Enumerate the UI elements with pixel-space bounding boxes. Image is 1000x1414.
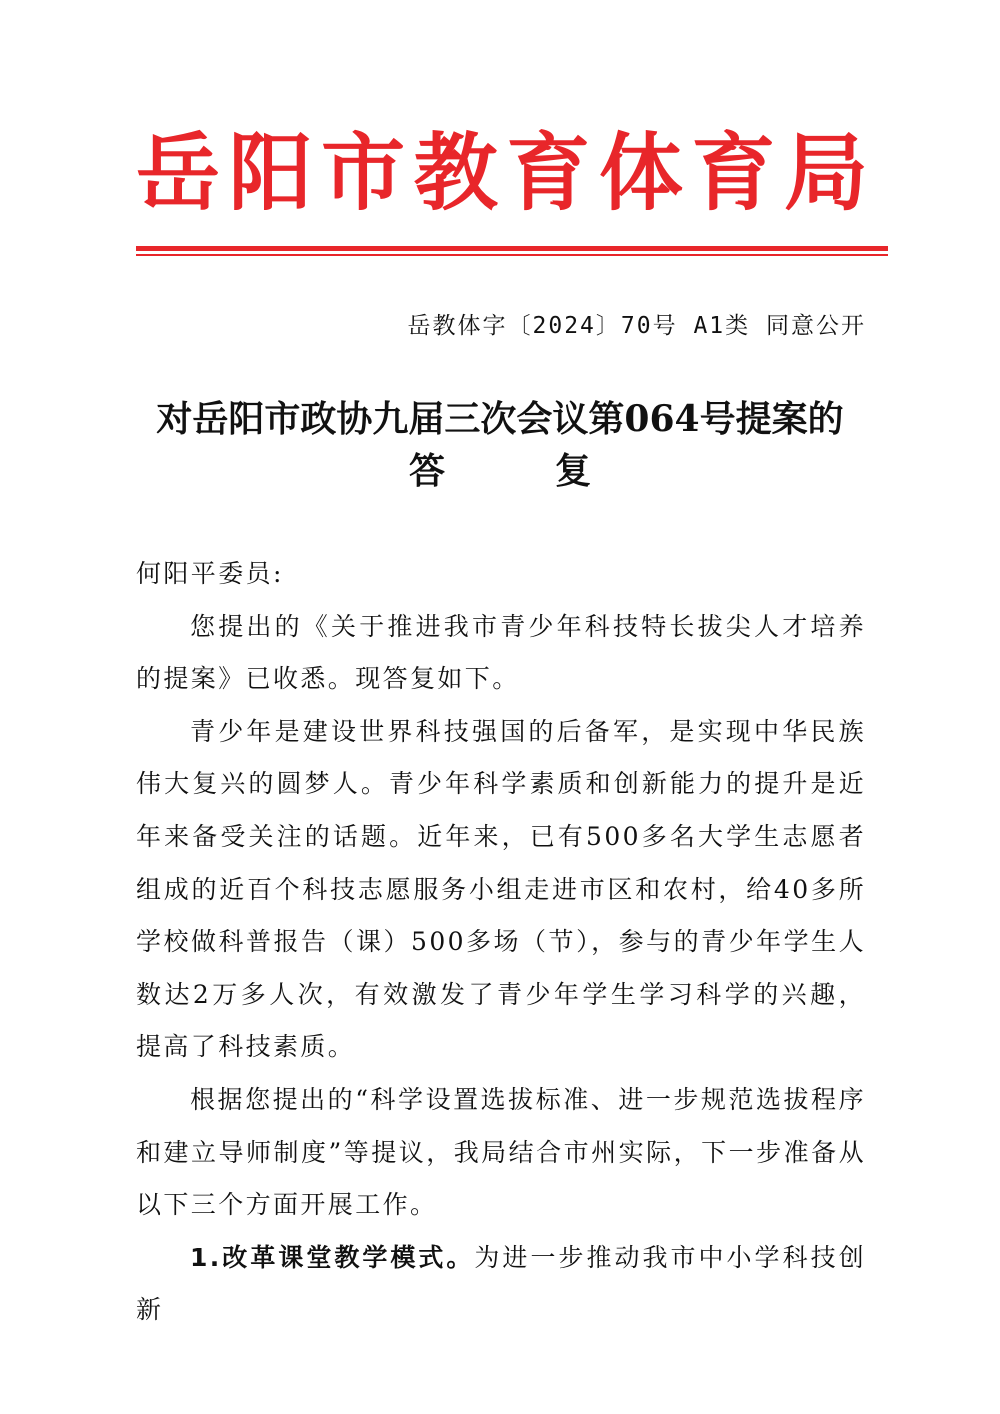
point-1-heading: 1.改革课堂教学模式。 [190,1242,475,1272]
body-paragraph: 青少年是建设世界科技强国的后备军，是实现中华民族伟大复兴的圆梦人。青少年科学素质和创新能力的提升是近年来备受关注的话题。近年来，已有500多名大学生志愿者组成的近百个科技志愿服务小组走进市区和农村，给40多所学校做科普报告（课）500多场（节），参与的青少年学生人数达2万多人次，有效激发了青少年学生学习科学的兴趣，提高了科技素质。 [136,716,866,1062]
body-paragraph: 根据您提出的“科学设置选拔标准、进一步规范选拔程序和建立导师制度”等提议，我局结合市州实际，下一步准备从以下三个方面开展工作。 [136,1084,866,1220]
salutation: 何阳平委员: [136,559,284,588]
masthead-char: 体 [598,123,683,222]
masthead-char: 局 [783,123,868,222]
masthead-divider-thin [136,254,888,256]
masthead-char: 育 [506,123,591,222]
masthead-char: 岳 [136,123,221,222]
document-body [136,548,866,1337]
masthead-char: 教 [413,123,498,222]
masthead-char: 育 [691,123,776,222]
masthead-char: 阳 [228,123,313,222]
point-1-text: 为进一步推动我市中小学科技创新 [136,1242,866,1325]
title-line-2: 答复 [408,450,701,492]
document-title [136,393,864,497]
body-paragraph: 您提出的《关于推进我市青少年科技特长拔尖人才培养的提案》已收悉。现答复如下。 [136,611,866,694]
document-number: 岳教体字〔2024〕70号 A1类 同意公开 [407,313,866,339]
masthead-char: 市 [321,123,406,222]
title-line-1: 对岳阳市政协九届三次会议第064号提案的 [156,398,844,440]
masthead [136,118,868,228]
point-1-paragraph [136,1232,866,1337]
masthead-divider-thick [136,246,888,251]
